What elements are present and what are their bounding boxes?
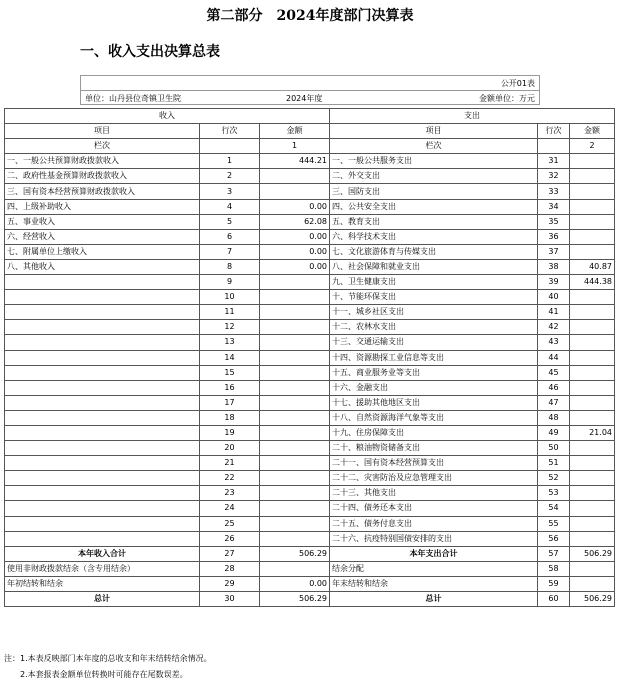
page-title: 第二部分 2024年度部门决算表 [206,8,414,24]
income-row-no: 24 [200,501,260,516]
expense-item: 五、教育支出 [330,214,538,229]
expense-amount [570,395,615,410]
expense-item: 二十、粮油物资储备支出 [330,441,538,456]
expense-row-no: 33 [538,184,570,199]
income-row-no: 13 [200,335,260,350]
income-row-no: 30 [200,592,260,607]
expense-item: 六、科学技术支出 [330,229,538,244]
expense-row-no: 38 [538,259,570,274]
income-row-no: 7 [200,244,260,259]
income-row-no: 22 [200,471,260,486]
expense-item: 三、国防支出 [330,184,538,199]
income-row-no: 28 [200,561,260,576]
expense-amount [570,214,615,229]
income-item: 六、经营收入 [5,229,200,244]
expense-rowno-header: 行次 [538,124,570,139]
expense-item: 本年支出合计 [330,546,538,561]
column-index-row [5,139,615,154]
income-row-no: 15 [200,365,260,380]
income-amount: 0.00 [260,229,330,244]
income-row-no: 20 [200,441,260,456]
income-expense-table [4,108,615,607]
table-row [5,184,615,199]
expense-row-no: 54 [538,501,570,516]
income-row-no: 16 [200,380,260,395]
income-item: 使用非财政拨款结余（含专用结余） [5,561,200,576]
expense-item: 十二、农林水支出 [330,320,538,335]
income-item [5,410,200,425]
table-row [5,320,615,335]
expense-amount [570,531,615,546]
income-row-no: 19 [200,425,260,440]
income-row-no: 26 [200,531,260,546]
expense-row-no: 31 [538,154,570,169]
income-item [5,290,200,305]
income-amount: 0.00 [260,244,330,259]
income-item: 三、国有资本经营预算财政拨款收入 [5,184,200,199]
income-item [5,395,200,410]
income-item: 一、一般公共预算财政拨款收入 [5,154,200,169]
expense-section-header: 支出 [330,109,615,124]
expense-amount [570,456,615,471]
income-amount [260,395,330,410]
expense-row-no: 47 [538,395,570,410]
unit-label: 单位：山丹县位奇镇卫生院 [85,94,181,103]
table-row [5,244,615,259]
income-row-no: 27 [200,546,260,561]
table-row [5,441,615,456]
expense-row-no: 32 [538,169,570,184]
income-amount [260,350,330,365]
expense-row-no: 44 [538,350,570,365]
expense-row-no: 53 [538,486,570,501]
income-item: 八、其他收入 [5,259,200,274]
income-amount [260,335,330,350]
table-row [5,531,615,546]
income-rowno-header: 行次 [200,124,260,139]
expense-amount [570,350,615,365]
expense-amount [570,561,615,576]
income-item: 七、附属单位上缴收入 [5,244,200,259]
expense-row-no: 52 [538,471,570,486]
income-row-no: 14 [200,350,260,365]
income-row-no: 21 [200,456,260,471]
expense-amount [570,320,615,335]
income-amount [260,531,330,546]
income-column-index: 1 [260,139,330,154]
income-amount [260,184,330,199]
income-item: 二、政府性基金预算财政拨款收入 [5,169,200,184]
total-row [5,592,615,607]
expense-item: 十六、金融支出 [330,380,538,395]
expense-item: 二十四、债务还本支出 [330,501,538,516]
expense-row-no: 58 [538,561,570,576]
income-amount [260,410,330,425]
income-item [5,320,200,335]
expense-item: 十一、城乡社区支出 [330,305,538,320]
income-row-no: 1 [200,154,260,169]
expense-item-header: 项目 [330,124,538,139]
income-item [5,350,200,365]
expense-amount: 21.04 [570,425,615,440]
income-item: 总计 [5,592,200,607]
table-row [5,516,615,531]
expense-item: 总计 [330,592,538,607]
expense-amount [570,305,615,320]
expense-item: 十五、商业服务业等支出 [330,365,538,380]
expense-item: 一、一般公共服务支出 [330,154,538,169]
income-item [5,305,200,320]
subtotal-row [5,546,615,561]
income-amount [260,320,330,335]
income-row-no: 4 [200,199,260,214]
expense-item: 四、公共安全支出 [330,199,538,214]
expense-row-no: 43 [538,335,570,350]
expense-amount-header: 金额 [570,124,615,139]
table-row [5,456,615,471]
expense-item: 二十三、其他支出 [330,486,538,501]
expense-row-no: 50 [538,441,570,456]
expense-amount [570,576,615,591]
table-row [5,305,615,320]
expense-amount [570,184,615,199]
income-amount [260,169,330,184]
income-amount [260,456,330,471]
income-amount [260,486,330,501]
expense-amount [570,169,615,184]
expense-amount [570,501,615,516]
income-amount [260,305,330,320]
table-row [5,335,615,350]
income-item [5,501,200,516]
income-amount [260,365,330,380]
expense-row-no: 51 [538,456,570,471]
income-item [5,441,200,456]
income-item [5,365,200,380]
expense-item: 八、社会保障和就业支出 [330,259,538,274]
table-subtitle: 一、收入支出决算总表 [80,44,220,60]
expense-item: 二十二、灾害防治及应急管理支出 [330,471,538,486]
income-item [5,335,200,350]
expense-amount: 444.38 [570,275,615,290]
income-amount: 0.00 [260,259,330,274]
table-row [5,380,615,395]
expense-amount: 506.29 [570,546,615,561]
income-row-no: 10 [200,290,260,305]
income-amount [260,441,330,456]
expense-amount [570,516,615,531]
table-code: 公开01表 [80,75,540,90]
expense-column-index: 2 [570,139,615,154]
expense-row-no: 34 [538,199,570,214]
expense-row-no: 55 [538,516,570,531]
expense-row-no: 60 [538,592,570,607]
income-row-no: 8 [200,259,260,274]
income-item-header: 项目 [5,124,200,139]
column-header-row [5,124,615,139]
expense-row-no: 46 [538,380,570,395]
income-item: 四、上级补助收入 [5,199,200,214]
income-amount: 506.29 [260,546,330,561]
expense-row-no: 35 [538,214,570,229]
expense-row-no: 36 [538,229,570,244]
income-row-no: 29 [200,576,260,591]
income-section-header: 收入 [5,109,330,124]
expense-item: 十八、自然资源海洋气象等支出 [330,410,538,425]
expense-amount [570,290,615,305]
expense-row-no: 56 [538,531,570,546]
expense-item: 十四、资源勘探工业信息等支出 [330,350,538,365]
expense-amount [570,244,615,259]
expense-row-no: 57 [538,546,570,561]
footnote-1: 注：1.本表反映部门本年度的总收支和年末结转结余情况。 [4,654,212,663]
income-item: 五、事业收入 [5,214,200,229]
expense-row-no: 48 [538,410,570,425]
expense-column-label: 栏次 [330,139,538,154]
table-row [5,259,615,274]
expense-item: 年末结转和结余 [330,576,538,591]
expense-item: 二、外交支出 [330,169,538,184]
expense-amount [570,410,615,425]
expense-amount [570,335,615,350]
income-amount [260,471,330,486]
income-row-no: 18 [200,410,260,425]
table-row [5,350,615,365]
expense-amount [570,380,615,395]
expense-amount: 40.87 [570,259,615,274]
income-row-no: 9 [200,275,260,290]
income-amount [260,425,330,440]
income-amount: 0.00 [260,199,330,214]
income-amount [260,275,330,290]
table-row [5,395,615,410]
table-row [5,576,615,591]
table-row [5,169,615,184]
income-item [5,486,200,501]
income-amount [260,561,330,576]
table-row [5,275,615,290]
income-amount: 0.00 [260,576,330,591]
table-row [5,501,615,516]
amount-unit: 金额单位：万元 [479,94,535,103]
income-amount: 506.29 [260,592,330,607]
expense-row-no: 37 [538,244,570,259]
income-amount [260,380,330,395]
income-amount [260,516,330,531]
income-item [5,380,200,395]
income-item: 年初结转和结余 [5,576,200,591]
income-item [5,531,200,546]
expense-row-no: 39 [538,275,570,290]
income-item [5,425,200,440]
expense-item: 九、卫生健康支出 [330,275,538,290]
income-item [5,471,200,486]
income-row-no: 6 [200,229,260,244]
expense-amount [570,154,615,169]
expense-amount [570,471,615,486]
expense-amount [570,441,615,456]
footnote-2: 2.本套报表金额单位转换时可能存在尾数误差。 [4,670,188,679]
table-row [5,229,615,244]
income-row-no: 25 [200,516,260,531]
income-row-no: 12 [200,320,260,335]
expense-amount [570,229,615,244]
expense-row-no: 40 [538,290,570,305]
table-row [5,410,615,425]
unit-info-bar [80,90,540,105]
expense-item: 七、文化旅游体育与传媒支出 [330,244,538,259]
income-amount [260,501,330,516]
income-amount: 444.21 [260,154,330,169]
income-item [5,516,200,531]
expense-row-no: 59 [538,576,570,591]
table-row [5,199,615,214]
table-row [5,425,615,440]
income-row-no: 17 [200,395,260,410]
income-amount-header: 金额 [260,124,330,139]
income-item: 本年收入合计 [5,546,200,561]
income-row-no: 3 [200,184,260,199]
expense-row-no: 41 [538,305,570,320]
table-row [5,290,615,305]
table-row [5,486,615,501]
income-amount: 62.08 [260,214,330,229]
expense-item: 二十五、债务付息支出 [330,516,538,531]
expense-item: 二十六、抗疫特别国债安排的支出 [330,531,538,546]
expense-item: 十三、交通运输支出 [330,335,538,350]
expense-row-no: 45 [538,365,570,380]
expense-row-no: 42 [538,320,570,335]
income-row-no: 2 [200,169,260,184]
expense-amount: 506.29 [570,592,615,607]
income-item [5,275,200,290]
expense-item: 十九、住房保障支出 [330,425,538,440]
expense-amount [570,199,615,214]
expense-item: 十、节能环保支出 [330,290,538,305]
table-row [5,365,615,380]
table-row [5,561,615,576]
expense-item: 结余分配 [330,561,538,576]
expense-row-no: 49 [538,425,570,440]
income-amount [260,290,330,305]
expense-item: 二十一、国有资本经营预算支出 [330,456,538,471]
income-row-no: 23 [200,486,260,501]
expense-item: 十七、援助其他地区支出 [330,395,538,410]
footnotes [4,651,212,683]
income-row-no: 5 [200,214,260,229]
section-header-row [5,109,615,124]
table-row [5,471,615,486]
income-row-no: 11 [200,305,260,320]
income-column-label: 栏次 [5,139,200,154]
income-item [5,456,200,471]
expense-amount [570,365,615,380]
expense-amount [570,486,615,501]
year-label: 2024年度 [286,94,323,103]
table-row [5,214,615,229]
table-row [5,154,615,169]
